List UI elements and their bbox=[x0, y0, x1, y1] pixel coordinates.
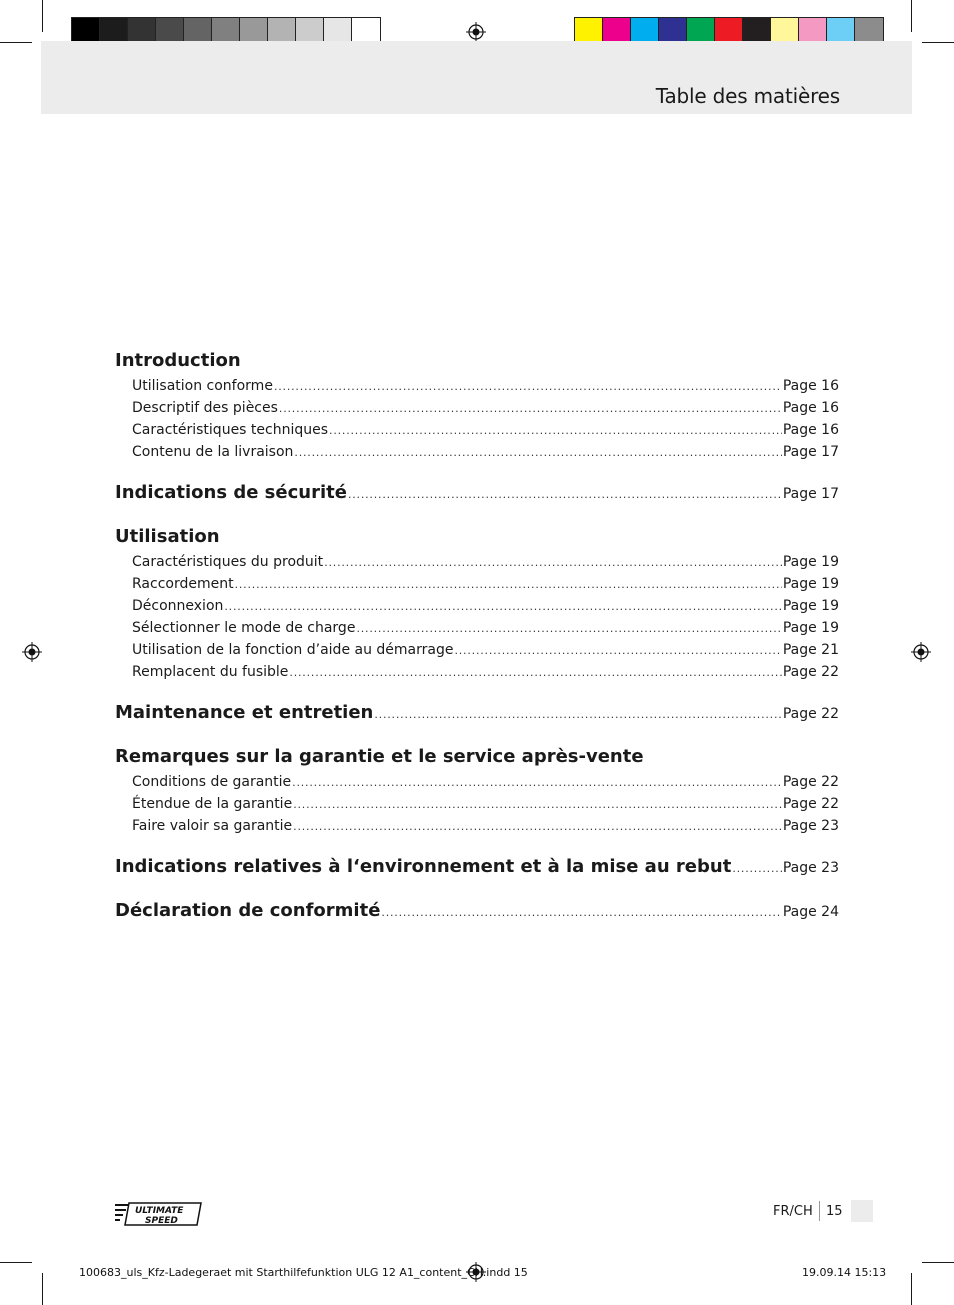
toc-entry-label: Caractéristiques du produit bbox=[132, 554, 324, 570]
toc-section-title: Remarques sur la garantie et le service après-vente bbox=[115, 746, 644, 767]
toc-entry[interactable] bbox=[115, 818, 839, 840]
page-title: Table des matières bbox=[655, 84, 840, 108]
dot-leader bbox=[293, 796, 782, 812]
toc-entry[interactable] bbox=[115, 642, 839, 664]
toc-entry-label: Faire valoir sa garantie bbox=[132, 818, 293, 834]
toc-page-ref: Page 16 bbox=[782, 422, 839, 438]
toc-entry[interactable] bbox=[115, 620, 839, 642]
toc-section-heading[interactable] bbox=[115, 482, 839, 510]
toc-entry[interactable] bbox=[115, 400, 839, 422]
toc-section bbox=[115, 702, 839, 730]
toc-section bbox=[115, 746, 839, 840]
dot-leader bbox=[235, 576, 782, 592]
dot-leader bbox=[454, 642, 781, 658]
toc-section-title: Utilisation bbox=[115, 526, 220, 547]
dot-leader bbox=[374, 703, 781, 722]
toc-page-ref: Page 22 bbox=[782, 774, 839, 790]
toc-entry-label: Remplacent du fusible bbox=[132, 664, 289, 680]
dot-leader bbox=[356, 620, 781, 636]
toc-section-title: Déclaration de conformité bbox=[115, 900, 381, 921]
toc-page-ref: Page 24 bbox=[782, 904, 839, 920]
svg-text:SPEED: SPEED bbox=[145, 1216, 178, 1226]
toc-entry-label: Utilisation conforme bbox=[132, 378, 273, 394]
toc-entry-label: Sélectionner le mode de charge bbox=[132, 620, 356, 636]
toc-entry[interactable] bbox=[115, 378, 839, 400]
ultimate-speed-logo bbox=[115, 1200, 205, 1228]
footer-language: FR/CH bbox=[773, 1204, 813, 1219]
toc-section-heading[interactable] bbox=[115, 746, 839, 774]
toc-section-title: Indications relatives à l‘environnement et à la mise au rebut bbox=[115, 856, 732, 877]
dot-leader bbox=[274, 378, 782, 394]
crop-mark bbox=[911, 1273, 912, 1305]
print-slug-file: 100683_uls_Kfz-Ladegeraet mit Starthilfefunktion ULG 12 A1_content_CH.indd 15 bbox=[79, 1266, 528, 1279]
toc-entry-label: Raccordement bbox=[132, 576, 234, 592]
dot-leader bbox=[324, 554, 782, 570]
toc-entry-label: Étendue de la garantie bbox=[132, 796, 293, 812]
toc-page-ref: Page 21 bbox=[782, 642, 839, 658]
toc-section bbox=[115, 526, 839, 686]
toc-entry[interactable] bbox=[115, 422, 839, 444]
toc-page-ref: Page 22 bbox=[782, 796, 839, 812]
dot-leader bbox=[329, 422, 782, 438]
crop-mark bbox=[42, 0, 43, 32]
dot-leader bbox=[279, 400, 782, 416]
dot-leader bbox=[732, 857, 782, 876]
crop-mark bbox=[0, 1262, 32, 1263]
table-of-contents bbox=[115, 350, 839, 928]
toc-entry[interactable] bbox=[115, 796, 839, 818]
crop-mark bbox=[922, 42, 954, 43]
toc-section bbox=[115, 482, 839, 510]
toc-page-ref: Page 22 bbox=[782, 664, 839, 680]
footer-divider bbox=[819, 1201, 820, 1221]
toc-section-heading[interactable] bbox=[115, 526, 839, 554]
dot-leader bbox=[293, 818, 782, 834]
toc-page-ref: Page 19 bbox=[782, 620, 839, 636]
toc-page-ref: Page 17 bbox=[782, 444, 839, 460]
toc-entry-label: Caractéristiques techniques bbox=[132, 422, 329, 438]
toc-section-title: Indications de sécurité bbox=[115, 482, 347, 503]
dot-leader bbox=[381, 901, 781, 920]
toc-entry-label: Contenu de la livraison bbox=[132, 444, 294, 460]
toc-section-heading[interactable] bbox=[115, 856, 839, 884]
registration-mark-icon bbox=[22, 642, 42, 662]
toc-page-ref: Page 17 bbox=[782, 486, 839, 502]
toc-section bbox=[115, 900, 839, 928]
crop-mark bbox=[911, 0, 912, 32]
toc-entry-label: Déconnexion bbox=[132, 598, 224, 614]
footer-page-number: 15 bbox=[826, 1204, 843, 1219]
dot-leader bbox=[224, 598, 781, 614]
toc-entry[interactable] bbox=[115, 664, 839, 686]
registration-mark-icon bbox=[466, 22, 486, 42]
crop-mark bbox=[0, 42, 32, 43]
toc-page-ref: Page 23 bbox=[782, 818, 839, 834]
crop-mark bbox=[42, 1273, 43, 1305]
toc-entry[interactable] bbox=[115, 598, 839, 620]
dot-leader bbox=[348, 483, 782, 502]
toc-section bbox=[115, 350, 839, 466]
registration-mark-icon bbox=[911, 642, 931, 662]
toc-entry[interactable] bbox=[115, 774, 839, 796]
print-slug-date: 19.09.14 15:13 bbox=[802, 1266, 887, 1279]
toc-section-title: Maintenance et entretien bbox=[115, 702, 374, 723]
toc-page-ref: Page 19 bbox=[782, 554, 839, 570]
toc-section bbox=[115, 856, 839, 884]
toc-entry-label: Conditions de garantie bbox=[132, 774, 292, 790]
dot-leader bbox=[292, 774, 782, 790]
dot-leader bbox=[289, 664, 781, 680]
toc-section-heading[interactable] bbox=[115, 350, 839, 378]
toc-entry[interactable] bbox=[115, 444, 839, 466]
dot-leader bbox=[294, 444, 781, 460]
toc-page-ref: Page 22 bbox=[782, 706, 839, 722]
toc-section-title: Introduction bbox=[115, 350, 241, 371]
toc-section-heading[interactable] bbox=[115, 702, 839, 730]
toc-section-heading[interactable] bbox=[115, 900, 839, 928]
svg-text:ULTIMATE: ULTIMATE bbox=[135, 1206, 184, 1216]
toc-page-ref: Page 19 bbox=[782, 576, 839, 592]
toc-page-ref: Page 16 bbox=[782, 400, 839, 416]
toc-page-ref: Page 16 bbox=[782, 378, 839, 394]
toc-entry-label: Utilisation de la fonction d’aide au démarrage bbox=[132, 642, 454, 658]
toc-page-ref: Page 19 bbox=[782, 598, 839, 614]
toc-entry[interactable] bbox=[115, 554, 839, 576]
footer-tab bbox=[851, 1200, 873, 1222]
toc-entry[interactable] bbox=[115, 576, 839, 598]
crop-mark bbox=[922, 1262, 954, 1263]
toc-entry-label: Descriptif des pièces bbox=[132, 400, 278, 416]
toc-page-ref: Page 23 bbox=[782, 860, 839, 876]
